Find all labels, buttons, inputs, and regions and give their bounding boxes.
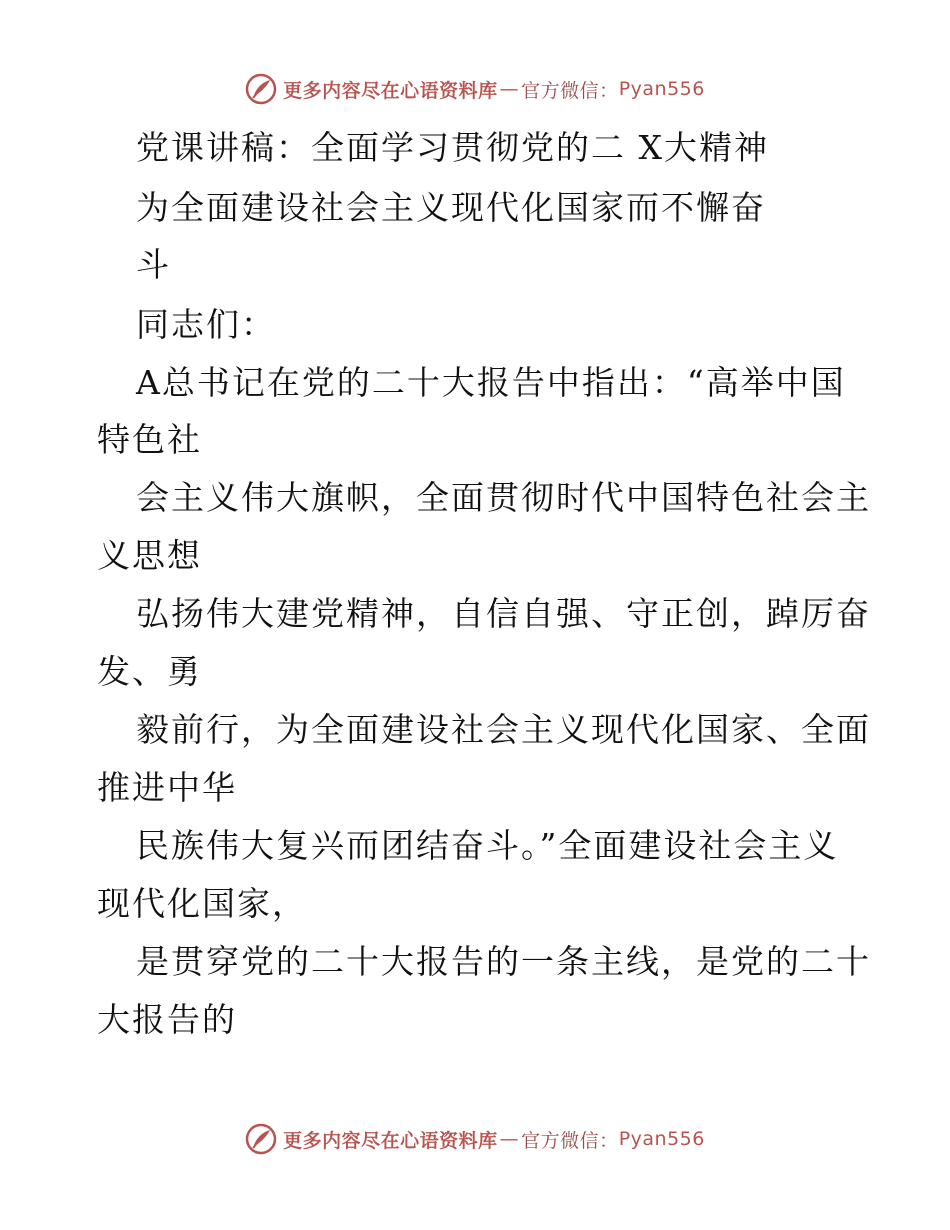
paragraph-line: 现代化国家，: [97, 884, 307, 923]
salutation: 同志们：: [136, 305, 276, 344]
document-title-line: 为全面建设社会主义现代化国家而不懈奋: [136, 188, 766, 227]
paragraph-line: 会主义伟大旗帜，全面贯彻时代中国特色社会主: [136, 478, 871, 517]
paragraph-line: 义思想: [97, 536, 202, 575]
document-title-line: 斗: [136, 245, 171, 284]
paragraph-line: 推进中华: [97, 768, 237, 807]
paragraph-line: A总书记在党的二十大报告中指出：“高举中国: [136, 363, 846, 402]
paragraph-line: 弘扬伟大建党精神，自信自强、守正创，踔厉奋: [136, 594, 871, 633]
paragraph-line: 特色社: [97, 420, 202, 459]
watermark-site-text: 更多内容尽在心语资料库: [283, 79, 498, 102]
watermark-site-text: 更多内容尽在心语资料库: [283, 1129, 498, 1152]
watermark-dash: —: [499, 1128, 520, 1150]
watermark-wechat-id: Pyan556: [618, 78, 705, 100]
header-watermark: [0, 72, 950, 106]
footer-watermark: [0, 1122, 950, 1156]
watermark-dash: —: [499, 78, 520, 100]
watermark-wechat-label: 官方微信：: [521, 79, 619, 102]
quill-seal-icon: [245, 73, 277, 105]
watermark-wechat-label: 官方微信：: [521, 1129, 619, 1152]
quill-seal-icon: [245, 1123, 277, 1155]
paragraph-line: 毅前行，为全面建设社会主义现代化国家、全面: [136, 710, 871, 749]
document-title-line: 党课讲稿：全面学习贯彻党的二 X大精神: [136, 128, 769, 167]
paragraph-line: 发、勇: [97, 652, 202, 691]
watermark-wechat-id: Pyan556: [618, 1128, 705, 1150]
paragraph-line: 民族伟大复兴而团结奋斗。”全面建设社会主义: [136, 826, 839, 865]
paragraph-line: 大报告的: [97, 1000, 237, 1039]
paragraph-line: 是贯穿党的二十大报告的一条主线，是党的二十: [136, 942, 871, 981]
